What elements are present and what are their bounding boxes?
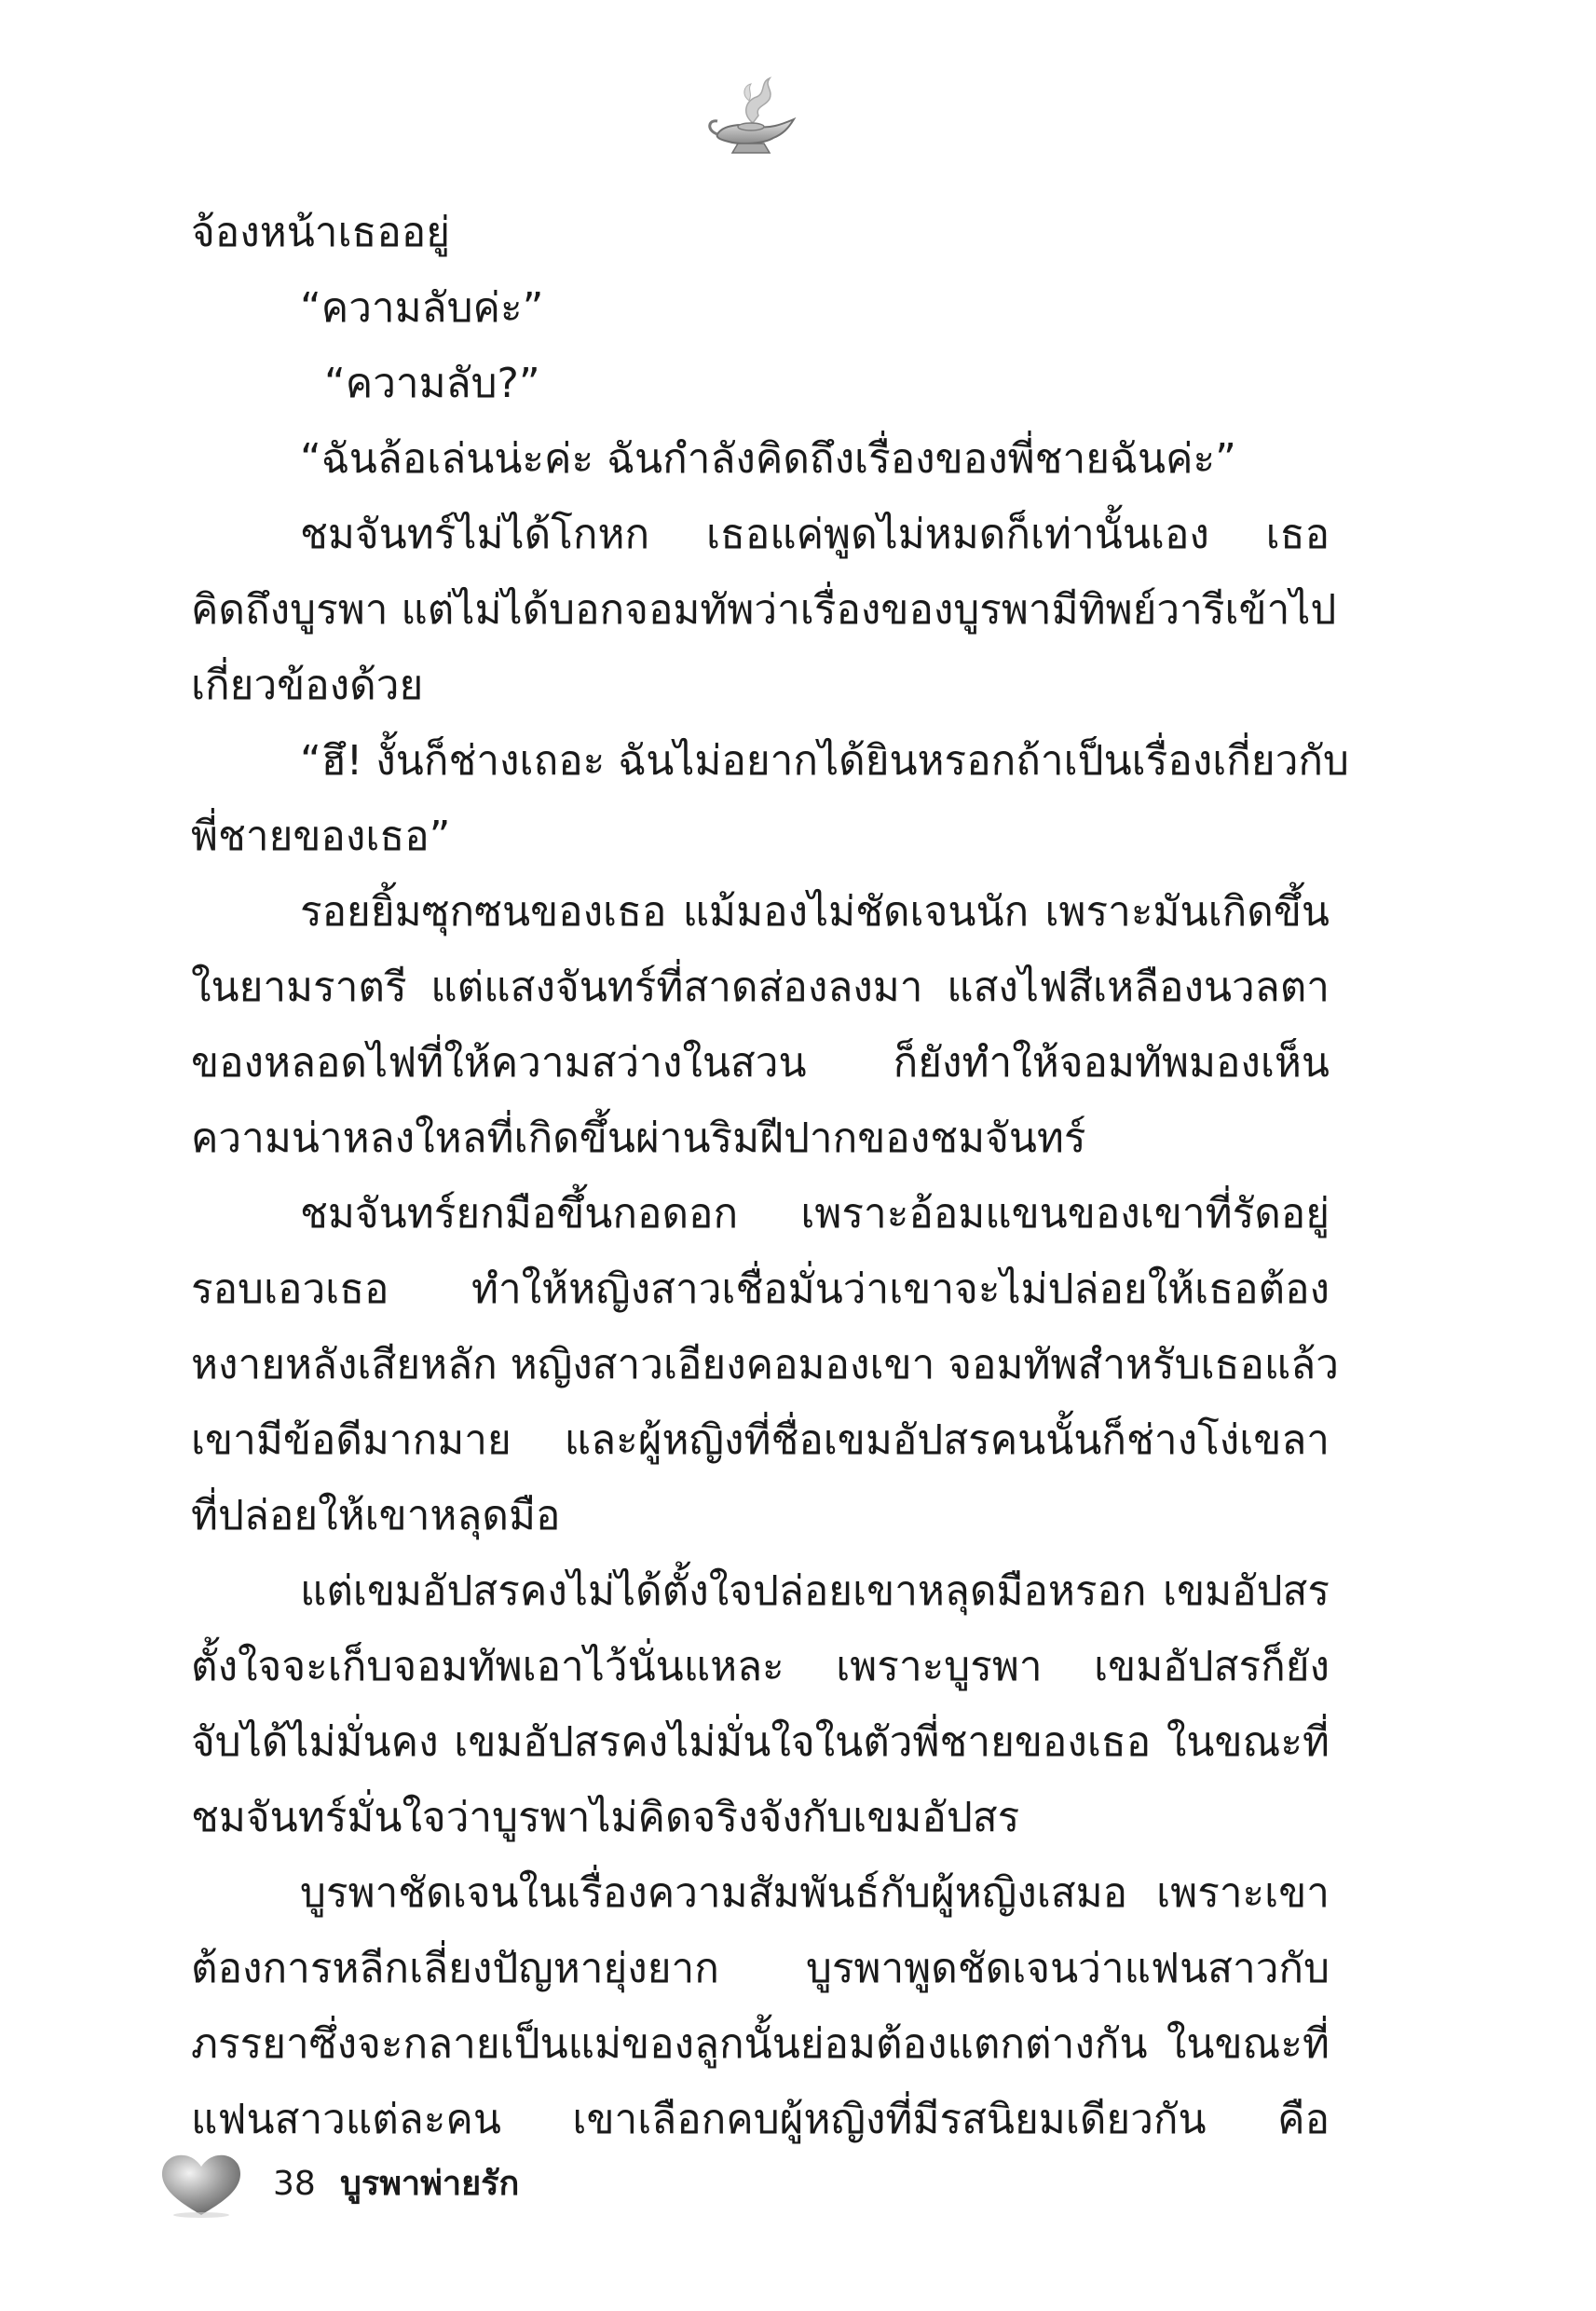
paragraph-line: ตั้งใจจะเก็บจอมทัพเอาไว้นั่นแหละ เพราะบูรพา เขมอัปสรก็ยัง (191, 1643, 1330, 1690)
paragraph-line: “ความลับค่ะ” (300, 284, 544, 332)
paragraph-line: จ้องหน้าเธออยู่ (191, 209, 451, 256)
paragraph-line: ภรรยาซึ่งจะกลายเป็นแม่ของลูกนั้นย่อมต้องแตกต่างกัน ในขณะที่ (191, 2020, 1330, 2068)
paragraph-line: “ฮึ! งั้นก็ช่างเถอะ ฉันไม่อยากได้ยินหรอกถ้าเป็นเรื่องเกี่ยวกับ (300, 737, 1349, 785)
paragraph-line: จับได้ไม่มั่นคง เขมอัปสรคงไม่มั่นใจในตัวพี่ชายของเธอ ในขณะที่ (191, 1718, 1330, 1766)
paragraph-line: พี่ชายของเธอ” (191, 813, 451, 860)
page-footer (158, 2148, 717, 2222)
paragraph-line: ชมจันทร์มั่นใจว่าบูรพาไม่คิดจริงจังกับเขมอัปสร (191, 1794, 1020, 1841)
paragraph-line: ชมจันทร์ไม่ได้โกหก เธอแค่พูดไม่หมดก็เท่านั้นเอง เธอ (300, 511, 1330, 558)
book-title: บูรพาพ่ายรัก (340, 2165, 520, 2203)
paragraph-line: ของหลอดไฟที่ให้ความสว่างในสวน ก็ยังทำให้จอมทัพมองเห็น (191, 1039, 1330, 1087)
paragraph-line: แฟนสาวแต่ละคน เขาเลือกคบผู้หญิงที่มีรสนิยมเดียวกัน คือ (191, 2096, 1330, 2143)
paragraph-line: เขามีข้อดีมากมาย และผู้หญิงที่ชื่อเขมอัปสรคนนั้นก็ช่างโง่เขลา (191, 1416, 1330, 1464)
paragraph-line: หงายหลังเสียหลัก หญิงสาวเอียงคอมองเขา จอมทัพสำหรับเธอแล้ว (191, 1341, 1339, 1388)
paragraph-line: ในยามราตรี แต่แสงจันทร์ที่สาดส่องลงมา แสงไฟสีเหลืองนวลตา (191, 964, 1330, 1011)
paragraph-line: เกี่ยวข้องด้วย (191, 662, 424, 709)
paragraph-line: คิดถึงบูรพา แต่ไม่ได้บอกจอมทัพว่าเรื่องของบูรพามีทิพย์วารีเข้าไป (191, 586, 1337, 634)
genie-lamp-icon (704, 73, 807, 162)
paragraph-line: แต่เขมอัปสรคงไม่ได้ตั้งใจปล่อยเขาหลุดมือหรอก เขมอัปสร (300, 1567, 1330, 1615)
paragraph-line: ความน่าหลงใหลที่เกิดขึ้นผ่านริมฝีปากของชมจันทร์ (191, 1114, 1086, 1162)
paragraph-line: รอบเอวเธอ ทำให้หญิงสาวเชื่อมั่นว่าเขาจะไม่ปล่อยให้เธอต้อง (191, 1265, 1330, 1313)
paragraph-line: บูรพาชัดเจนในเรื่องความสัมพันธ์กับผู้หญิงเสมอ เพราะเขา (300, 1869, 1330, 1917)
paragraph-line: ที่ปล่อยให้เขาหลุดมือ (191, 1492, 561, 1539)
paragraph-line: ต้องการหลีกเลี่ยงปัญหายุ่งยาก บูรพาพูดชัดเจนว่าแฟนสาวกับ (191, 1945, 1330, 1992)
paragraph-line: รอยยิ้มซุกซนของเธอ แม้มองไม่ชัดเจนนัก เพราะมันเกิดขึ้น (300, 888, 1330, 936)
paragraph-line: “ฉันล้อเล่นน่ะค่ะ ฉันกำลังคิดถึงเรื่องของพี่ชายฉันค่ะ” (300, 435, 1236, 483)
page-number: 38 (273, 2165, 316, 2203)
heart-icon (158, 2152, 244, 2219)
paragraph-line: ชมจันทร์ยกมือขึ้นกอดอก เพราะอ้อมแขนของเขาที่รัดอยู่ (300, 1190, 1330, 1238)
paragraph-line: “ความลับ?” (324, 360, 540, 407)
